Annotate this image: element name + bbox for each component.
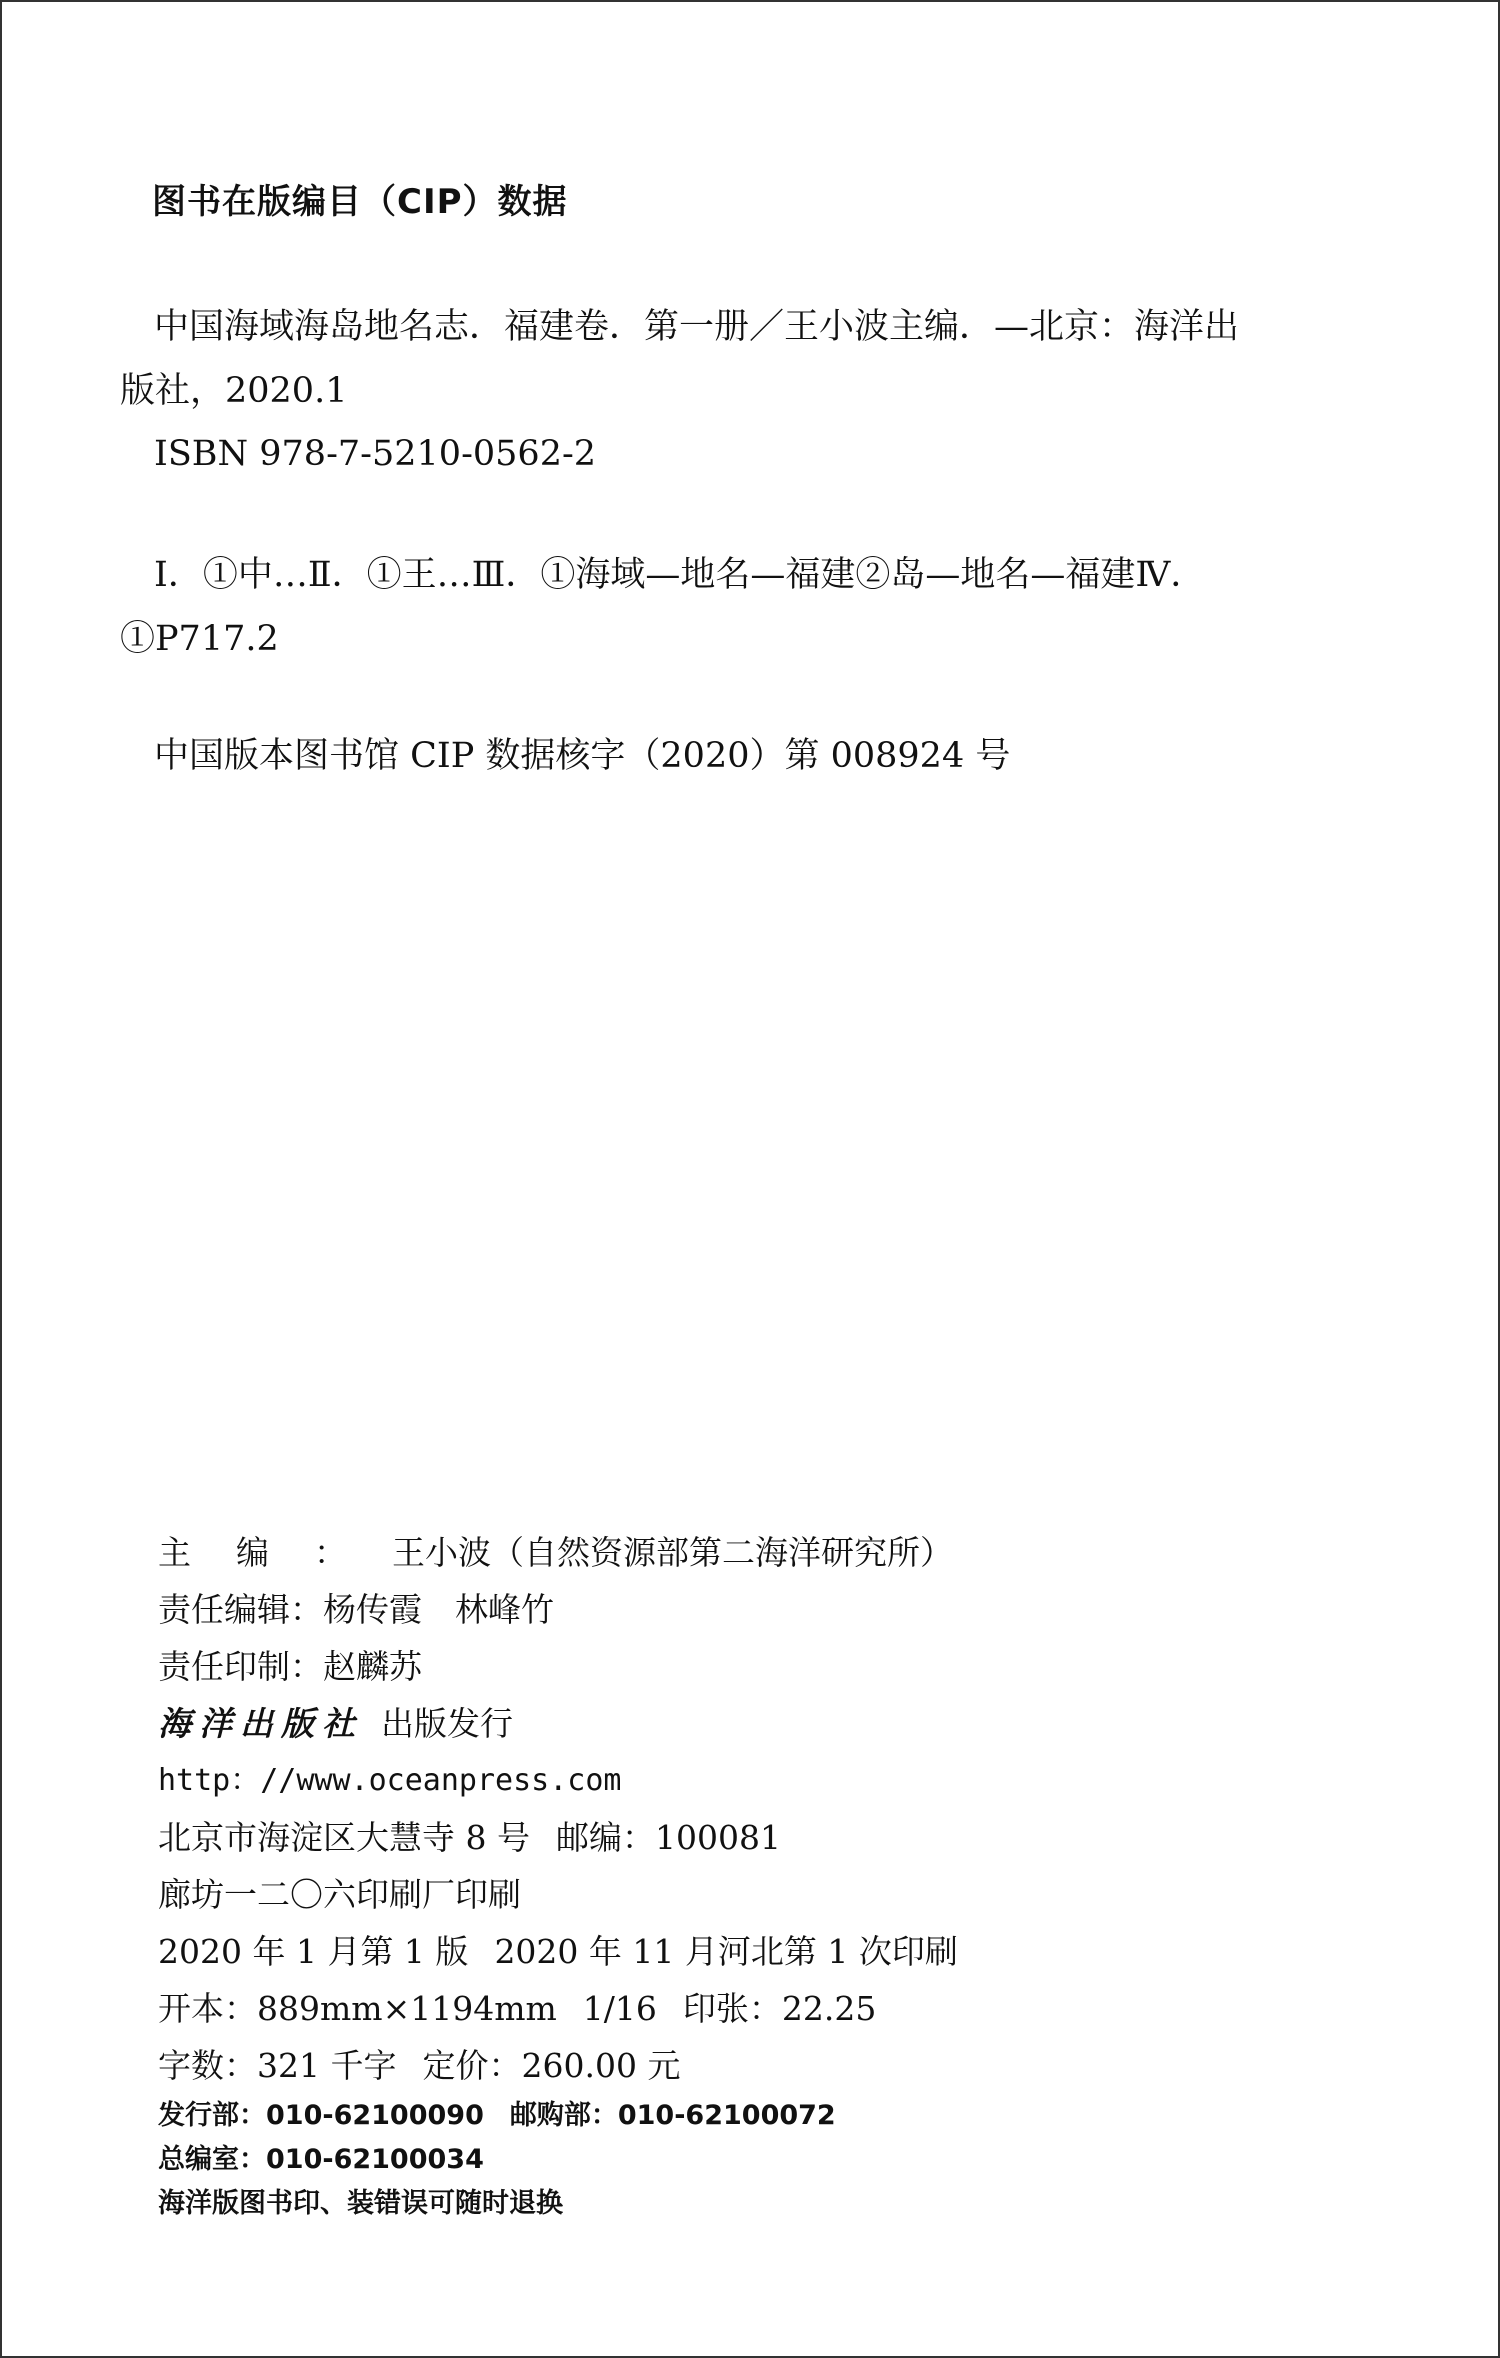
words-price-row bbox=[158, 2037, 1308, 2094]
sheets: 22.25 bbox=[781, 1989, 877, 2028]
return-notice: 海洋版图书印、装错误可随时退换 bbox=[158, 2188, 563, 2219]
edition-row bbox=[158, 1923, 1308, 1980]
price-label: 定价： bbox=[422, 2046, 522, 2085]
publisher-logo: 海洋出版社 bbox=[158, 1704, 363, 1743]
phone-row bbox=[158, 2094, 1308, 2138]
postcode-label: 邮编： bbox=[555, 1818, 655, 1857]
responsible-editor-value: 杨传霞 林峰竹 bbox=[323, 1590, 554, 1629]
office-row bbox=[158, 2138, 1308, 2182]
office-label: 总编室： bbox=[158, 2144, 266, 2175]
format: 889mm×1194mm bbox=[257, 1989, 557, 2028]
address-row bbox=[158, 1809, 1308, 1866]
responsible-print-label: 责任印制： bbox=[158, 1647, 323, 1686]
price: 260.00 元 bbox=[521, 2046, 681, 2085]
publisher-url: http：//www.oceanpress.com bbox=[158, 1763, 622, 1798]
cip-title-line: 中国海域海岛地名志．福建卷．第一册／王小波主编．—北京：海洋出版社，2020.1 bbox=[120, 307, 1240, 411]
office-phone: 010-62100034 bbox=[266, 2144, 484, 2175]
responsible-editor-label: 责任编辑： bbox=[158, 1590, 323, 1629]
distribution-label: 发行部： bbox=[158, 2100, 266, 2131]
edition: 2020 年 1 月第 1 版 bbox=[158, 1932, 469, 1971]
printer-row: 廊坊一二〇六印刷厂印刷 bbox=[158, 1875, 521, 1914]
sheets-label: 印张： bbox=[682, 1989, 782, 2028]
distribution-phone: 010-62100090 bbox=[266, 2100, 484, 2131]
cip-classification: Ⅰ．①中…Ⅱ．①王…Ⅲ．①海域—地名—福建②岛—地名—福建Ⅳ．①P717.2 bbox=[120, 555, 1206, 659]
format-row bbox=[158, 1980, 1308, 2037]
mail-order-phone: 010-62100072 bbox=[617, 2100, 836, 2131]
editor-value: 王小波（自然资源部第二海洋研究所） bbox=[392, 1533, 953, 1572]
imprint-block bbox=[158, 1524, 1308, 2226]
publisher-row bbox=[158, 1695, 1308, 1752]
mail-order-label: 邮购部： bbox=[509, 2100, 618, 2131]
responsible-print-value: 赵麟苏 bbox=[323, 1647, 422, 1686]
cip-heading: 图书在版编目（CIP）数据 bbox=[152, 182, 568, 222]
fold: 1/16 bbox=[582, 1989, 657, 2028]
responsible-print-row bbox=[158, 1638, 1308, 1695]
words: 321 千字 bbox=[257, 2046, 397, 2085]
cip-verify-number: 中国版本图书馆 CIP 数据核字（2020）第 008924 号 bbox=[154, 736, 1011, 776]
words-label: 字数： bbox=[158, 2046, 257, 2085]
responsible-editor-row bbox=[158, 1581, 1308, 1638]
editor-row bbox=[158, 1524, 1308, 1581]
cip-isbn: ISBN 978-7-5210-0562-2 bbox=[154, 434, 597, 474]
editor-label: 主编： bbox=[158, 1533, 392, 1572]
printing: 2020 年 11 月河北第 1 次印刷 bbox=[494, 1932, 958, 1971]
postcode: 100081 bbox=[654, 1818, 781, 1857]
address: 北京市海淀区大慧寺 8 号 bbox=[158, 1818, 530, 1857]
format-label: 开本： bbox=[158, 1989, 257, 2028]
publisher-suffix: 出版发行 bbox=[381, 1704, 513, 1743]
